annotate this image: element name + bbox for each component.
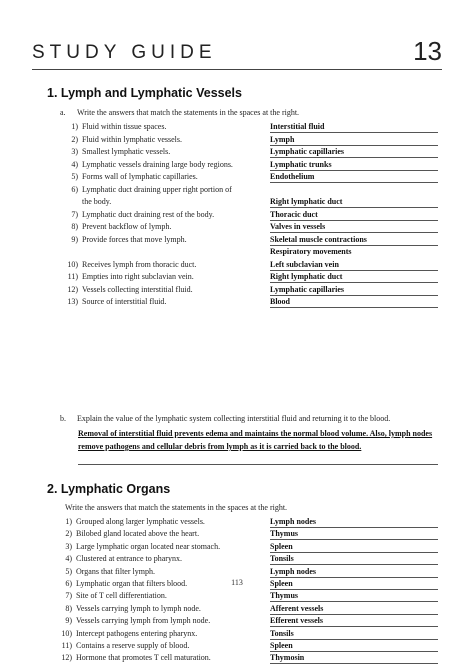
- question-row: [0, 259, 474, 271]
- question-statement: Intercept pathogens entering pharynx.: [76, 628, 198, 638]
- question-row: [0, 271, 474, 283]
- answer-blank[interactable]: Spleen: [270, 578, 438, 590]
- answer-blank[interactable]: Right lymphatic duct: [270, 196, 438, 208]
- question-statement: Fluid within lymphatic vessels.: [82, 134, 182, 144]
- chapter-header: [32, 34, 442, 70]
- answer-blank[interactable]: Lymphatic capillaries: [270, 146, 438, 158]
- question-row: [0, 171, 474, 183]
- question-row: [0, 184, 474, 196]
- page-number: 113: [231, 578, 243, 587]
- answer-blank[interactable]: Lymph: [270, 134, 438, 146]
- question-number: 12): [67, 284, 78, 294]
- question-number: 1): [71, 122, 78, 131]
- question-statement: Grouped along larger lymphatic vessels.: [76, 517, 205, 526]
- section-heading-lymphatic-organs: 2. Lymphatic Organs: [47, 482, 171, 496]
- question-statement: Site of T cell differentiation.: [76, 591, 167, 601]
- question-row: [0, 541, 474, 553]
- question-statement: the body.: [82, 197, 112, 206]
- question-row: [0, 640, 474, 652]
- answer-blank[interactable]: Interstitial fluid: [270, 121, 438, 133]
- answer-blank[interactable]: Lymphatic capillaries: [270, 284, 438, 296]
- question-row: [0, 234, 474, 246]
- question-statement: Lymphatic vessels draining large body regions.: [82, 159, 233, 169]
- answer-blank[interactable]: Lymphatic trunks: [270, 159, 438, 171]
- question-row: [0, 590, 474, 602]
- part-a-instruction: Write the answers that match the statements in the spaces at the right.: [77, 108, 300, 117]
- question-row: [0, 615, 474, 627]
- question-statement: Forms wall of lymphatic capillaries.: [82, 172, 198, 181]
- question-number: 11): [67, 272, 78, 281]
- question-number: 10): [61, 628, 72, 638]
- question-statement: Lymphatic duct draining upper right portion of: [82, 184, 232, 194]
- question-statement: Smallest lymphatic vessels.: [82, 147, 171, 156]
- question-row: [0, 134, 474, 146]
- question-statement: Contains a reserve supply of blood.: [76, 641, 190, 650]
- question-number: 6): [71, 184, 78, 194]
- answer-blank[interactable]: Afferent vessels: [270, 603, 438, 615]
- question-statement: Source of interstitial fluid.: [82, 297, 167, 306]
- question-statement: Clustered at entrance to pharynx.: [76, 554, 182, 564]
- question-number: 9): [65, 616, 72, 626]
- question-row: [0, 246, 474, 258]
- question-row: [0, 209, 474, 221]
- question-number: 4): [71, 159, 78, 169]
- answer-blank[interactable]: Thymus: [270, 528, 438, 540]
- question-row: [0, 196, 474, 208]
- answer-blank[interactable]: Thymosin: [270, 652, 438, 664]
- question-statement: Organs that filter lymph.: [76, 566, 155, 576]
- part-b-instruction: Explain the value of the lymphatic system collecting interstitial fluid and returning it to the blood.: [77, 414, 391, 423]
- part-b-answer-line-2: remove pathogens and cellular debris from lymph as it is carried back to the blood.: [78, 442, 362, 451]
- question-number: 12): [61, 653, 72, 663]
- question-statement: Receives lymph from thoracic duct.: [82, 259, 197, 269]
- answer-blank[interactable]: Thoracic duct: [270, 209, 438, 221]
- answer-blank[interactable]: Lymph nodes: [270, 516, 438, 528]
- question-row: [0, 296, 474, 308]
- answer-blank[interactable]: Skeletal muscle contractions: [270, 234, 438, 246]
- answer-blank[interactable]: Valves in vessels: [270, 221, 438, 233]
- question-row: [0, 146, 474, 158]
- part-a-marker: a.: [60, 108, 66, 117]
- question-number: 2): [65, 529, 72, 539]
- question-statement: Fluid within tissue spaces.: [82, 122, 167, 131]
- question-number: 8): [71, 222, 78, 231]
- answer-blank[interactable]: Tonsils: [270, 628, 438, 640]
- question-statement: Hormone that promotes T cell maturation.: [76, 653, 211, 663]
- answer-blank[interactable]: Blood: [270, 296, 438, 308]
- question-number: 5): [71, 172, 78, 181]
- question-row: [0, 159, 474, 171]
- question-number: 1): [65, 517, 72, 526]
- question-row: [0, 221, 474, 233]
- question-row: [0, 516, 474, 528]
- question-number: 3): [71, 147, 78, 156]
- answer-blank[interactable]: Right lymphatic duct: [270, 271, 438, 283]
- answer-blank-line: [78, 464, 438, 465]
- question-row: [0, 528, 474, 540]
- header-divider: [32, 69, 442, 70]
- answer-blank[interactable]: Spleen: [270, 640, 438, 652]
- question-statement: Lymphatic duct draining rest of the body.: [82, 209, 215, 219]
- question-statement: Provide forces that move lymph.: [82, 234, 187, 244]
- question-row: [0, 652, 474, 664]
- question-row: [0, 284, 474, 296]
- answer-blank[interactable]: Efferent vessels: [270, 615, 438, 627]
- answer-blank[interactable]: Tonsils: [270, 553, 438, 565]
- section2-instruction: Write the answers that match the statements in the spaces at the right.: [65, 503, 288, 512]
- question-row: [0, 121, 474, 133]
- question-number: 8): [65, 603, 72, 613]
- question-statement: Lymphatic organ that filters blood.: [76, 579, 188, 588]
- question-number: 5): [65, 566, 72, 576]
- question-statement: Empties into right subclavian vein.: [82, 272, 194, 281]
- answer-blank[interactable]: Respiratory movements: [270, 247, 352, 256]
- question-row: [0, 566, 474, 578]
- question-statement: Vessels carrying lymph to lymph node.: [76, 603, 201, 613]
- question-number: 13): [67, 297, 78, 306]
- question-number: 10): [67, 259, 78, 269]
- chapter-number: 13: [413, 36, 442, 66]
- question-statement: Vessels carrying lymph from lymph node.: [76, 616, 211, 626]
- section-heading-lymph-vessels: 1. Lymph and Lymphatic Vessels: [47, 86, 242, 100]
- question-number: 7): [71, 209, 78, 219]
- question-number: 11): [61, 641, 72, 650]
- study-guide-title: STUDY GUIDE: [32, 42, 217, 63]
- question-statement: Bilobed gland located above the heart.: [76, 529, 200, 539]
- answer-blank[interactable]: Left subclavian vein: [270, 259, 438, 271]
- question-row: [0, 628, 474, 640]
- question-number: 9): [71, 234, 78, 244]
- question-statement: Vessels collecting interstitial fluid.: [82, 284, 193, 294]
- question-number: 2): [71, 134, 78, 144]
- answer-blank[interactable]: Spleen: [270, 541, 438, 553]
- question-row: [0, 553, 474, 565]
- question-number: 6): [65, 579, 72, 588]
- answer-blank[interactable]: Endothelium: [270, 171, 438, 183]
- question-number: 3): [65, 541, 72, 551]
- question-number: 4): [65, 554, 72, 564]
- answer-blank[interactable]: Lymph nodes: [270, 566, 438, 578]
- part-b-answer-line-1: Removal of interstitial fluid prevents edema and maintains the normal blood volume. Also, lymph nodes: [78, 429, 433, 438]
- question-number: 7): [65, 591, 72, 601]
- question-statement: Prevent backflow of lymph.: [82, 222, 172, 231]
- answer-blank[interactable]: Thymus: [270, 590, 438, 602]
- part-b-marker: b.: [60, 414, 66, 423]
- question-statement: Large lymphatic organ located near stomach.: [76, 541, 221, 551]
